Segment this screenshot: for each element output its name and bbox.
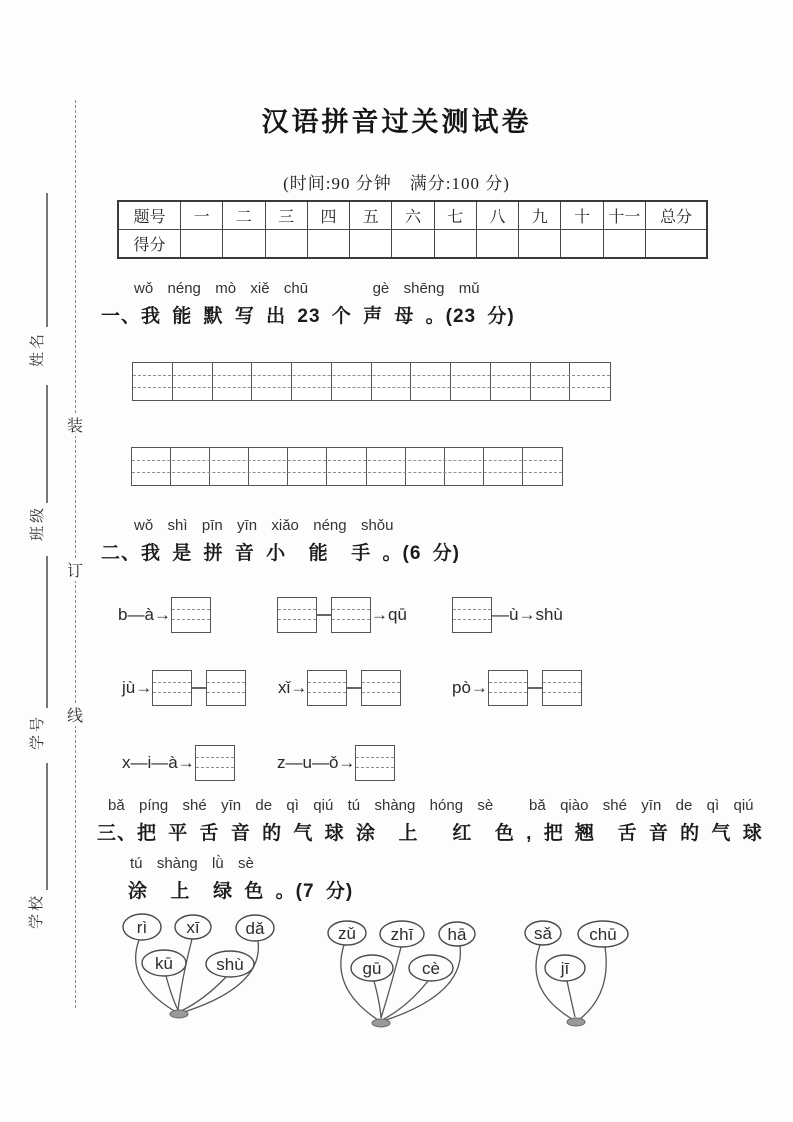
balloon-word: chū	[589, 925, 617, 944]
score-cell[interactable]	[222, 229, 264, 257]
score-row-label: 得分	[119, 229, 180, 257]
section3-pinyin-line2: tú shàng lǜ sè	[130, 855, 254, 872]
name-blank-line[interactable]	[46, 193, 48, 327]
pinyin-exercise-4	[122, 670, 246, 706]
score-table-header-cell: 十一	[603, 202, 645, 229]
pinyin-exercise-5	[278, 670, 401, 706]
grid-cell[interactable]	[491, 363, 531, 400]
balloon-word: shù	[216, 955, 244, 974]
score-table-header-cell: 六	[391, 202, 433, 229]
binding-char-xian: 线	[63, 703, 87, 726]
score-table-header-cell: 十	[560, 202, 602, 229]
score-table-header-cell: 题号	[133, 209, 166, 226]
binding-char-zhuang: 装	[63, 413, 87, 436]
section3-title-line2: 涂 上 绿 色 。(7 分)	[128, 881, 354, 902]
grid-cell[interactable]	[570, 363, 610, 400]
grid-cell[interactable]	[523, 448, 562, 485]
balloon-word: kū	[155, 954, 173, 973]
score-cell[interactable]	[603, 229, 645, 257]
grid-cell[interactable]	[213, 363, 253, 400]
score-table-header-cell: 四	[307, 202, 349, 229]
score-table-header-cell: 七	[434, 202, 476, 229]
grid-cell[interactable]	[133, 363, 173, 400]
grid-cell[interactable]	[372, 363, 412, 400]
answer-box[interactable]	[152, 670, 192, 706]
balloon-word: dǎ	[245, 919, 265, 938]
page-subtitle: (时间:90 分钟 满分:100 分)	[283, 174, 510, 193]
score-cell[interactable]	[560, 229, 602, 257]
score-cell[interactable]	[476, 229, 518, 257]
initials-writing-grid-2	[131, 447, 563, 486]
score-table-header-cell: 一	[180, 202, 222, 229]
exercise-given-text: z—u—ǒ→	[277, 753, 356, 772]
grid-cell[interactable]	[173, 363, 213, 400]
exercise-given-text: →qū	[371, 605, 407, 624]
binding-char-ding: 订	[63, 558, 87, 581]
name-field-label: 姓名	[29, 331, 46, 368]
answer-box[interactable]	[195, 745, 235, 781]
score-cell[interactable]	[518, 229, 560, 257]
score-table-header-cell: 九	[518, 202, 560, 229]
pinyin-exercise-7	[122, 745, 235, 781]
answer-box[interactable]	[361, 670, 401, 706]
exercise-given-text: x—i—à→	[122, 753, 195, 772]
answer-box[interactable]	[277, 597, 317, 633]
score-cell[interactable]	[349, 229, 391, 257]
balloon-word: zhī	[390, 925, 414, 944]
score-cell[interactable]	[391, 229, 433, 257]
grid-cell[interactable]	[332, 363, 372, 400]
exercise-given-text: jù→	[122, 678, 153, 697]
balloon-cluster-2	[318, 908, 488, 1032]
score-cell[interactable]	[645, 229, 706, 257]
grid-cell[interactable]	[367, 448, 406, 485]
pinyin-exercise-2	[277, 597, 407, 633]
exercise-given-text: —ù→shù	[492, 605, 563, 624]
balloon-word: hā	[447, 925, 467, 944]
answer-box[interactable]	[307, 670, 347, 706]
exercise-given-text: pò→	[452, 678, 488, 697]
answer-box[interactable]	[355, 745, 395, 781]
section2-title: 二、我 是 拼 音 小 能 手 。(6 分)	[101, 543, 461, 564]
grid-cell[interactable]	[210, 448, 249, 485]
answer-box[interactable]	[488, 670, 528, 706]
grid-cell[interactable]	[288, 448, 327, 485]
binding-dashed-line	[75, 100, 76, 1008]
balloon-word: cè	[422, 959, 440, 978]
grid-cell[interactable]	[445, 448, 484, 485]
exercise-given-text: b—à→	[118, 605, 171, 624]
school-blank-line[interactable]	[46, 763, 48, 890]
exercise-given-text: xǐ→	[278, 678, 308, 697]
answer-box[interactable]	[452, 597, 492, 633]
score-cell[interactable]	[180, 229, 222, 257]
grid-cell[interactable]	[249, 448, 288, 485]
grid-cell[interactable]	[451, 363, 491, 400]
pinyin-exercise-1	[118, 597, 211, 633]
balloon-knot	[170, 1010, 188, 1018]
answer-box[interactable]	[206, 670, 246, 706]
initials-writing-grid-1	[132, 362, 611, 401]
balloon-cluster-3	[518, 908, 648, 1032]
pinyin-exercise-6	[452, 670, 582, 706]
balloon-word: xī	[186, 918, 200, 937]
balloon-word: rì	[136, 918, 148, 937]
grid-cell[interactable]	[531, 363, 571, 400]
connector-line	[192, 687, 206, 688]
student-number-field-label: 学号	[29, 714, 46, 751]
grid-cell[interactable]	[327, 448, 366, 485]
grid-cell[interactable]	[252, 363, 292, 400]
pinyin-exercise-8	[277, 745, 395, 781]
school-field-label: 学校	[28, 893, 45, 930]
answer-box[interactable]	[331, 597, 371, 633]
grid-cell[interactable]	[171, 448, 210, 485]
pinyin-exercise-3	[452, 597, 563, 633]
score-table-header-cell: 总分	[645, 202, 706, 229]
score-cell[interactable]	[307, 229, 349, 257]
student-number-blank-line[interactable]	[46, 556, 48, 708]
score-cell[interactable]	[434, 229, 476, 257]
connector-line	[528, 687, 542, 688]
score-table	[117, 200, 708, 259]
score-table-header-cell: 三	[265, 202, 307, 229]
score-table-header-cell: 五	[349, 202, 391, 229]
connector-line	[347, 687, 361, 688]
grid-cell[interactable]	[132, 448, 171, 485]
section2-pinyin: wǒ shì pīn yīn xiǎo néng shǒu	[134, 517, 394, 534]
grid-cell[interactable]	[411, 363, 451, 400]
section1-pinyin: wǒ néng mò xiě chū gè shēng mǔ	[134, 280, 480, 297]
section3-title-line1: 三、把 平 舌 音 的 气 球 涂 上 红 色 , 把 翘 舌 音 的 气 球	[97, 823, 763, 844]
answer-box[interactable]	[171, 597, 211, 633]
section1-title: 一、我 能 默 写 出 23 个 声 母 。(23 分)	[101, 306, 515, 327]
connector-line	[317, 614, 331, 615]
grid-cell[interactable]	[484, 448, 523, 485]
grid-cell[interactable]	[292, 363, 332, 400]
page-title: 汉语拼音过关测试卷	[261, 107, 532, 137]
balloon-word: gū	[362, 959, 382, 978]
balloon-word: sǎ	[534, 924, 552, 943]
score-table-header-cell: 八	[476, 202, 518, 229]
class-blank-line[interactable]	[46, 385, 48, 503]
score-table-header-cell: 二	[222, 202, 264, 229]
score-cell[interactable]	[265, 229, 307, 257]
grid-cell[interactable]	[406, 448, 445, 485]
answer-box[interactable]	[542, 670, 582, 706]
balloon-knot	[372, 1019, 390, 1027]
section3-pinyin-line1: bǎ píng shé yīn de qì qiú tú shàng hóng sè bǎ qiào shé yīn de qì qiú	[108, 797, 754, 814]
balloon-word: jī	[560, 959, 570, 978]
balloon-cluster-1	[112, 906, 282, 1028]
balloon-word: zǔ	[338, 924, 356, 943]
class-field-label: 班级	[29, 505, 46, 542]
balloon-knot	[567, 1018, 585, 1026]
